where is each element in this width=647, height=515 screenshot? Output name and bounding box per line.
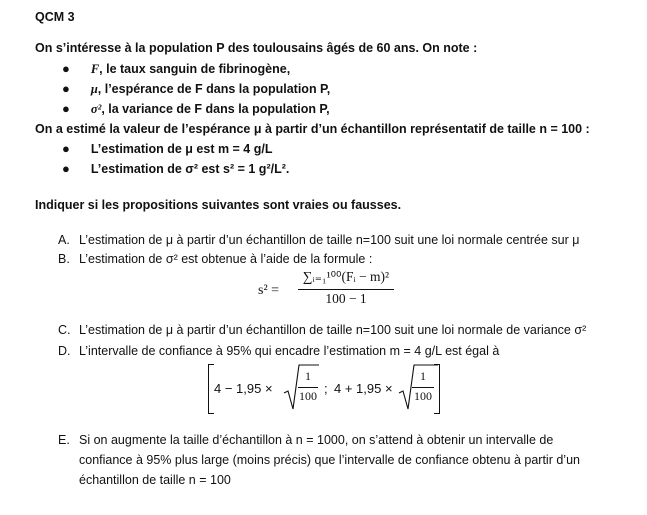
def-item	[62, 61, 290, 77]
def-symbol: F	[90, 62, 100, 76]
estimate-mu: L’estimation de μ est m = 4 g/L	[90, 142, 273, 156]
bullet-icon: ●	[62, 101, 70, 116]
estimate-line: On a estimé la valeur de l’espérance μ à partir d’un échantillon représentatif de taille n = 100 :	[35, 122, 590, 136]
interval-den: 100	[414, 389, 432, 403]
item-c-text: L’estimation de μ à partir d’un échantillon de taille n=100 suit une loi normale de variance σ²	[79, 323, 587, 337]
fraction-bar	[412, 387, 434, 388]
interval-num: 1	[420, 369, 426, 383]
formula-numerator: ∑ᵢ₌₁¹⁰⁰(Fᵢ − m)²	[302, 269, 390, 284]
interval-den: 100	[299, 389, 317, 403]
estimate-item	[62, 161, 289, 177]
item-b-text: L’estimation de σ² est obtenue à l’aide de la formule :	[79, 252, 373, 266]
intro-text: On s’intéresse à la population P des toulousains âgés de 60 ans. On note :	[35, 41, 478, 55]
item-e-line2: confiance à 95% plus large (moins précis) que l’intervalle de confiance obtenu à partir d’un	[79, 453, 580, 467]
def-item	[62, 101, 330, 117]
fraction-bar	[298, 289, 394, 290]
bullet-icon: ●	[62, 161, 70, 176]
item-a-text: L’estimation de μ à partir d’un échantillon de taille n=100 suit une loi normale centrée sur μ	[79, 233, 580, 247]
interval-right-term: 4 + 1,95 ×	[334, 381, 393, 396]
def-symbol: σ²	[90, 102, 102, 116]
qcm-title: QCM 3	[35, 10, 75, 24]
bullet-icon: ●	[62, 61, 70, 76]
formula-lhs: s² =	[258, 283, 280, 298]
item-d-letter: D.	[58, 344, 71, 358]
item-d-text: L’intervalle de confiance à 95% qui encadre l’estimation m = 4 g/L est égal à	[79, 344, 500, 358]
item-e-line3: échantillon de taille n = 100	[79, 473, 231, 487]
right-bracket	[434, 364, 440, 414]
fraction-bar	[298, 387, 318, 388]
item-b-letter: B.	[58, 252, 70, 266]
interval-separator: ;	[324, 381, 328, 396]
def-symbol: μ	[90, 82, 98, 96]
estimate-item	[62, 141, 272, 157]
interval-num: 1	[305, 369, 311, 383]
item-c-letter: C.	[58, 323, 71, 337]
bullet-icon: ●	[62, 141, 70, 156]
bullet-icon: ●	[62, 81, 70, 96]
def-item	[62, 81, 330, 97]
def-text: , la variance de F dans la population P,	[101, 102, 330, 116]
estimate-sigma: L’estimation de σ² est s² = 1 g²/L².	[90, 162, 290, 176]
item-e-letter: E.	[58, 433, 70, 447]
def-text: , le taux sanguin de fibrinogène,	[99, 62, 291, 76]
interval-left-term: 4 − 1,95 ×	[214, 381, 273, 396]
item-e-line1: Si on augmente la taille d’échantillon à n = 1000, on s’attend à obtenir un intervalle de	[79, 433, 554, 447]
instruction-text: Indiquer si les propositions suivantes sont vraies ou fausses.	[35, 198, 402, 212]
def-text: , l’espérance de F dans la population P,	[97, 82, 331, 96]
item-a-letter: A.	[58, 233, 70, 247]
formula-denominator: 100 − 1	[325, 291, 367, 306]
